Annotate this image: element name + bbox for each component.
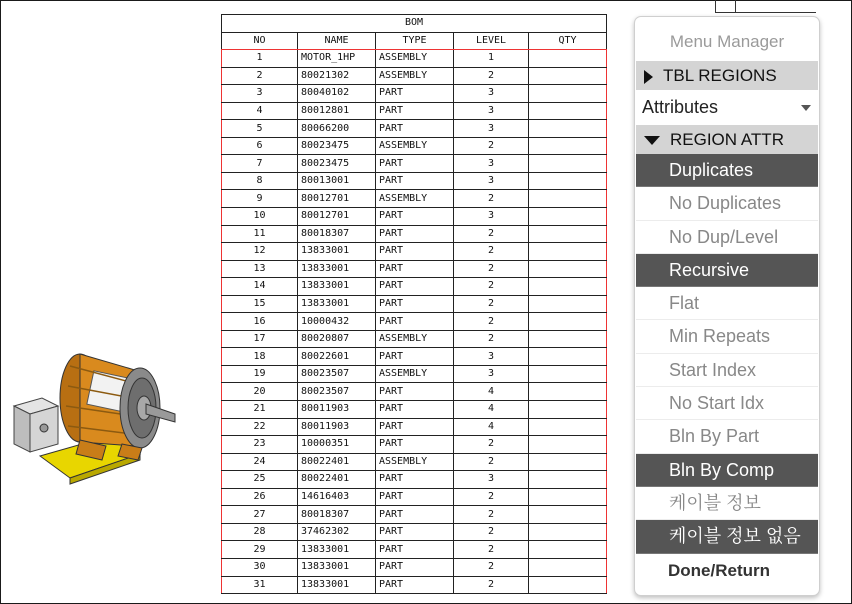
- cell-level: 2: [454, 436, 529, 454]
- table-row[interactable]: [222, 471, 607, 489]
- cell-level: 3: [454, 120, 529, 138]
- cell-no: 23: [222, 436, 298, 454]
- cell-type: PART: [376, 208, 454, 226]
- cell-no: 4: [222, 102, 298, 120]
- cell-type: PART: [376, 102, 454, 120]
- region-attr-items: [635, 154, 819, 554]
- cell-qty: [529, 436, 607, 454]
- cell-name: 80011903: [298, 401, 376, 419]
- cell-type: ASSEMBLY: [376, 330, 454, 348]
- menu-manager-panel: [634, 16, 820, 596]
- cell-level: 2: [454, 330, 529, 348]
- cell-level: 3: [454, 471, 529, 489]
- cell-level: 3: [454, 102, 529, 120]
- table-row[interactable]: [222, 260, 607, 278]
- menu-item[interactable]: Min Repeats: [636, 320, 818, 353]
- cell-level: 2: [454, 260, 529, 278]
- collapsed-triangle-icon: [644, 70, 653, 84]
- cell-level: 2: [454, 67, 529, 85]
- cell-qty: [529, 208, 607, 226]
- menu-item[interactable]: Start Index: [636, 354, 818, 387]
- cell-name: MOTOR_1HP: [298, 50, 376, 68]
- cell-qty: [529, 558, 607, 576]
- cell-no: 15: [222, 295, 298, 313]
- cell-type: PART: [376, 401, 454, 419]
- cell-type: PART: [376, 313, 454, 331]
- cell-no: 22: [222, 418, 298, 436]
- table-row[interactable]: [222, 172, 607, 190]
- cell-no: 14: [222, 278, 298, 296]
- menu-item[interactable]: No Start Idx: [636, 387, 818, 420]
- title-block-divider: [735, 0, 736, 12]
- cell-name: 80011903: [298, 418, 376, 436]
- cell-no: 30: [222, 558, 298, 576]
- cell-name: 80018307: [298, 506, 376, 524]
- cell-no: 27: [222, 506, 298, 524]
- col-header-no: NO: [222, 32, 298, 50]
- cell-level: 2: [454, 190, 529, 208]
- dropdown-caret-icon: [801, 105, 811, 111]
- cell-no: 11: [222, 225, 298, 243]
- cell-no: 26: [222, 488, 298, 506]
- table-row[interactable]: [222, 488, 607, 506]
- col-header-name: NAME: [298, 32, 376, 50]
- cell-qty: [529, 295, 607, 313]
- cell-type: ASSEMBLY: [376, 137, 454, 155]
- table-row[interactable]: [222, 155, 607, 173]
- cell-type: PART: [376, 418, 454, 436]
- cell-qty: [529, 172, 607, 190]
- cell-qty: [529, 418, 607, 436]
- cell-type: ASSEMBLY: [376, 50, 454, 68]
- cell-type: PART: [376, 558, 454, 576]
- cell-name: 13833001: [298, 541, 376, 559]
- table-row[interactable]: [222, 313, 607, 331]
- cell-type: PART: [376, 260, 454, 278]
- cell-name: 80012701: [298, 190, 376, 208]
- cell-name: 14616403: [298, 488, 376, 506]
- cell-qty: [529, 120, 607, 138]
- cell-qty: [529, 85, 607, 103]
- cell-name: 80018307: [298, 225, 376, 243]
- cell-no: 18: [222, 348, 298, 366]
- cell-type: PART: [376, 541, 454, 559]
- table-row[interactable]: [222, 576, 607, 594]
- cell-level: 2: [454, 488, 529, 506]
- cell-no: 12: [222, 243, 298, 261]
- table-row[interactable]: [222, 50, 607, 68]
- tbl-regions-section[interactable]: [636, 61, 818, 90]
- cell-level: 3: [454, 155, 529, 173]
- cell-qty: [529, 313, 607, 331]
- cell-type: ASSEMBLY: [376, 365, 454, 383]
- cell-name: 80013001: [298, 172, 376, 190]
- cell-qty: [529, 541, 607, 559]
- table-row[interactable]: [222, 436, 607, 454]
- attributes-label: Attributes: [642, 97, 719, 117]
- cell-name: 80023507: [298, 383, 376, 401]
- cell-no: 16: [222, 313, 298, 331]
- region-attr-section[interactable]: [636, 125, 818, 154]
- table-row[interactable]: [222, 243, 607, 261]
- menu-item[interactable]: 케이블 정보 없음: [636, 520, 818, 553]
- cell-name: 80023475: [298, 155, 376, 173]
- cell-level: 3: [454, 208, 529, 226]
- menu-item[interactable]: 케이블 정보: [636, 487, 818, 520]
- cell-level: 1: [454, 50, 529, 68]
- cell-no: 20: [222, 383, 298, 401]
- cell-level: 2: [454, 137, 529, 155]
- cell-level: 2: [454, 295, 529, 313]
- cell-no: 1: [222, 50, 298, 68]
- cell-level: 3: [454, 365, 529, 383]
- cell-type: PART: [376, 295, 454, 313]
- menu-item[interactable]: No Duplicates: [636, 187, 818, 220]
- cell-qty: [529, 260, 607, 278]
- table-row[interactable]: [222, 120, 607, 138]
- cell-qty: [529, 471, 607, 489]
- cell-no: 3: [222, 85, 298, 103]
- cell-qty: [529, 523, 607, 541]
- cell-name: 80022401: [298, 453, 376, 471]
- cell-type: PART: [376, 506, 454, 524]
- menu-item[interactable]: Recursive: [636, 254, 818, 287]
- col-header-type: TYPE: [376, 32, 454, 50]
- cell-level: 2: [454, 506, 529, 524]
- cell-type: PART: [376, 488, 454, 506]
- cell-type: PART: [376, 523, 454, 541]
- cell-no: 9: [222, 190, 298, 208]
- cell-qty: [529, 576, 607, 594]
- cell-no: 10: [222, 208, 298, 226]
- cell-type: PART: [376, 436, 454, 454]
- cell-level: 2: [454, 313, 529, 331]
- table-row[interactable]: [222, 383, 607, 401]
- cell-type: PART: [376, 155, 454, 173]
- cell-name: 80022601: [298, 348, 376, 366]
- cell-no: 19: [222, 365, 298, 383]
- menu-item[interactable]: Bln By Part: [636, 420, 818, 453]
- cell-qty: [529, 67, 607, 85]
- bom-table-body: [222, 50, 607, 594]
- cell-type: ASSEMBLY: [376, 67, 454, 85]
- table-row[interactable]: [222, 365, 607, 383]
- attributes-dropdown[interactable]: [635, 90, 819, 125]
- cell-no: 25: [222, 471, 298, 489]
- cell-type: PART: [376, 576, 454, 594]
- cell-name: 80012701: [298, 208, 376, 226]
- cell-name: 80023475: [298, 137, 376, 155]
- tbl-regions-label: TBL REGIONS: [663, 66, 777, 85]
- cell-name: 80021302: [298, 67, 376, 85]
- cell-name: 80022401: [298, 471, 376, 489]
- cell-qty: [529, 506, 607, 524]
- cell-level: 3: [454, 348, 529, 366]
- cell-qty: [529, 383, 607, 401]
- table-row[interactable]: [222, 67, 607, 85]
- cell-type: PART: [376, 172, 454, 190]
- cell-no: 8: [222, 172, 298, 190]
- cell-no: 29: [222, 541, 298, 559]
- cell-qty: [529, 225, 607, 243]
- table-row[interactable]: [222, 190, 607, 208]
- bom-table[interactable]: [221, 14, 607, 594]
- cell-name: 80066200: [298, 120, 376, 138]
- cell-level: 4: [454, 418, 529, 436]
- cell-qty: [529, 330, 607, 348]
- cell-qty: [529, 278, 607, 296]
- cell-no: 24: [222, 453, 298, 471]
- table-row[interactable]: [222, 137, 607, 155]
- cell-type: PART: [376, 225, 454, 243]
- title-block-edge: [715, 0, 816, 13]
- menu-manager-title: Menu Manager: [669, 32, 785, 51]
- table-row[interactable]: [222, 85, 607, 103]
- cell-no: 6: [222, 137, 298, 155]
- region-attr-label: REGION ATTR: [670, 130, 784, 149]
- col-header-level: LEVEL: [454, 32, 529, 50]
- table-row[interactable]: [222, 506, 607, 524]
- table-row[interactable]: [222, 348, 607, 366]
- cell-type: PART: [376, 348, 454, 366]
- cell-name: 80040102: [298, 85, 376, 103]
- cell-name: 10000351: [298, 436, 376, 454]
- table-row[interactable]: [222, 208, 607, 226]
- cell-type: PART: [376, 85, 454, 103]
- menu-item[interactable]: Bln By Comp: [636, 454, 818, 487]
- cell-name: 13833001: [298, 558, 376, 576]
- cell-qty: [529, 102, 607, 120]
- cell-name: 10000432: [298, 313, 376, 331]
- cell-level: 2: [454, 576, 529, 594]
- table-row[interactable]: [222, 295, 607, 313]
- menu-item[interactable]: Duplicates: [636, 154, 818, 187]
- cell-name: 37462302: [298, 523, 376, 541]
- cell-name: 13833001: [298, 295, 376, 313]
- cell-type: PART: [376, 120, 454, 138]
- cell-name: 13833001: [298, 278, 376, 296]
- cell-qty: [529, 190, 607, 208]
- cell-level: 2: [454, 558, 529, 576]
- menu-item[interactable]: No Dup/Level: [636, 221, 818, 254]
- cell-type: PART: [376, 383, 454, 401]
- cell-name: 80012801: [298, 102, 376, 120]
- cell-qty: [529, 365, 607, 383]
- cell-name: 13833001: [298, 243, 376, 261]
- cell-name: 13833001: [298, 260, 376, 278]
- table-row[interactable]: [222, 523, 607, 541]
- cell-level: 2: [454, 453, 529, 471]
- table-row[interactable]: [222, 558, 607, 576]
- cell-level: 2: [454, 243, 529, 261]
- cell-level: 4: [454, 401, 529, 419]
- cell-qty: [529, 401, 607, 419]
- menu-item[interactable]: Flat: [636, 287, 818, 320]
- table-row[interactable]: [222, 541, 607, 559]
- cell-no: 7: [222, 155, 298, 173]
- cell-level: 2: [454, 523, 529, 541]
- cell-no: 13: [222, 260, 298, 278]
- cell-name: 80023507: [298, 365, 376, 383]
- cell-no: 5: [222, 120, 298, 138]
- cell-level: 3: [454, 85, 529, 103]
- cell-qty: [529, 243, 607, 261]
- cell-type: PART: [376, 278, 454, 296]
- cell-qty: [529, 137, 607, 155]
- table-row[interactable]: [222, 278, 607, 296]
- cell-level: 2: [454, 278, 529, 296]
- cell-name: 80020807: [298, 330, 376, 348]
- table-row[interactable]: [222, 418, 607, 436]
- cell-qty: [529, 488, 607, 506]
- cell-type: PART: [376, 243, 454, 261]
- cell-no: 17: [222, 330, 298, 348]
- cell-level: 2: [454, 541, 529, 559]
- col-header-qty: QTY: [529, 32, 607, 50]
- cell-type: ASSEMBLY: [376, 453, 454, 471]
- cell-type: PART: [376, 471, 454, 489]
- cell-qty: [529, 348, 607, 366]
- table-row[interactable]: [222, 453, 607, 471]
- bom-table-title: BOM: [222, 15, 607, 33]
- table-row[interactable]: [222, 102, 607, 120]
- cell-qty: [529, 50, 607, 68]
- cell-qty: [529, 155, 607, 173]
- cell-type: ASSEMBLY: [376, 190, 454, 208]
- table-row[interactable]: [222, 401, 607, 419]
- cell-no: 21: [222, 401, 298, 419]
- cell-no: 2: [222, 67, 298, 85]
- table-row[interactable]: [222, 330, 607, 348]
- expanded-triangle-icon: [644, 136, 660, 145]
- table-row[interactable]: [222, 225, 607, 243]
- done-return-button[interactable]: Done/Return: [668, 560, 770, 580]
- cell-level: 3: [454, 172, 529, 190]
- cell-qty: [529, 453, 607, 471]
- cell-level: 4: [454, 383, 529, 401]
- cell-name: 13833001: [298, 576, 376, 594]
- cell-no: 31: [222, 576, 298, 594]
- cell-no: 28: [222, 523, 298, 541]
- motor-model-image[interactable]: [10, 336, 180, 486]
- cell-level: 2: [454, 225, 529, 243]
